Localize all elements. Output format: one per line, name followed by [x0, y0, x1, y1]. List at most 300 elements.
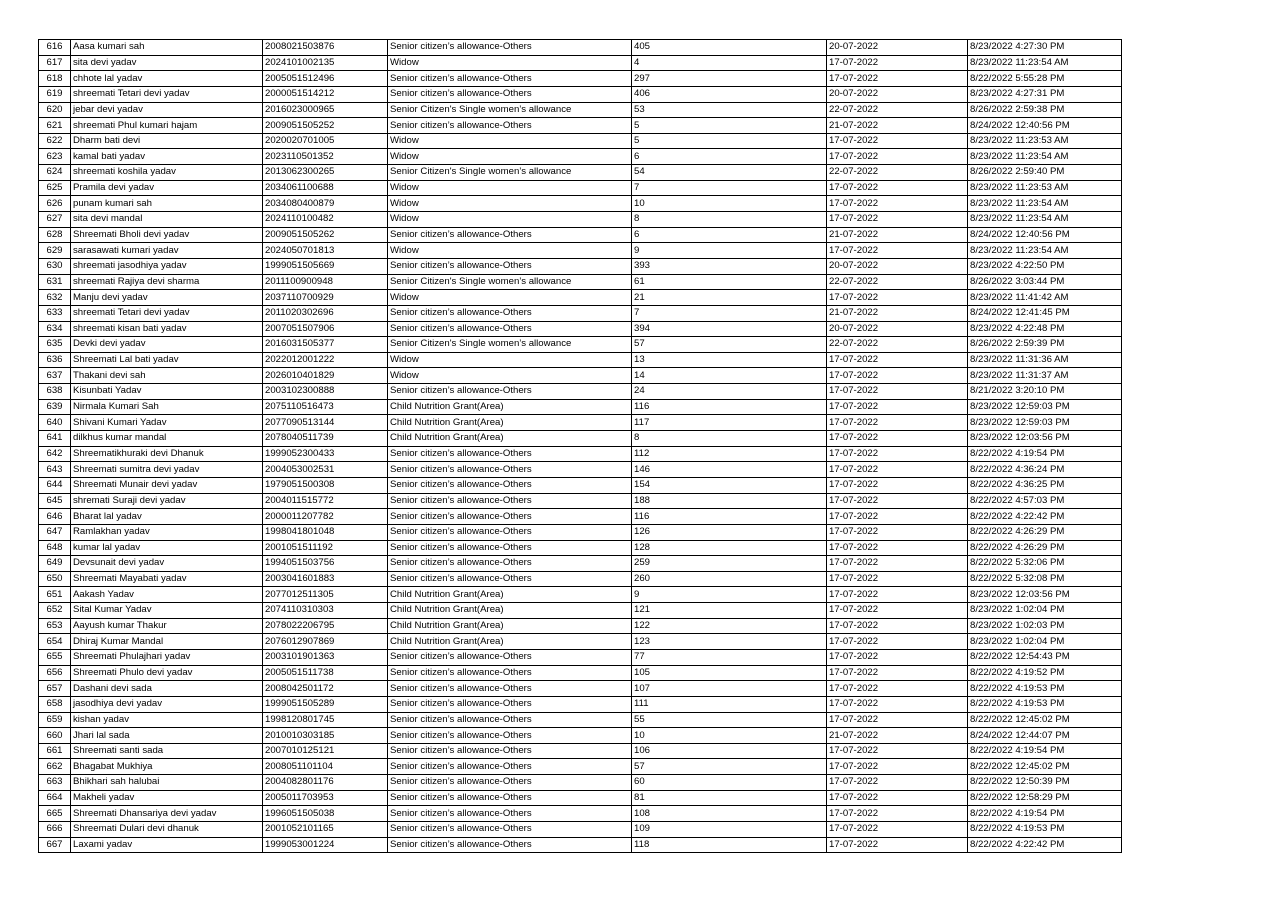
- timestamp-cell: 8/23/2022 11:23:53 AM: [968, 133, 1122, 149]
- table-row: [39, 227, 1122, 243]
- timestamp-cell: 8/22/2022 4:19:54 PM: [968, 743, 1122, 759]
- date-cell: 17-07-2022: [827, 603, 968, 619]
- name-cell: Makheli yadav: [71, 790, 263, 806]
- row-number-cell: 617: [39, 55, 71, 71]
- date-cell: 17-07-2022: [827, 587, 968, 603]
- name-cell: Shreemati Lal bati yadav: [71, 352, 263, 368]
- date-cell: 17-07-2022: [827, 149, 968, 165]
- table-row: [39, 462, 1122, 478]
- timestamp-cell: 8/22/2022 4:19:53 PM: [968, 696, 1122, 712]
- timestamp-cell: 8/22/2022 5:55:28 PM: [968, 71, 1122, 87]
- table-row: [39, 806, 1122, 822]
- id-number-cell: 2013062300265: [263, 165, 388, 181]
- date-cell: 17-07-2022: [827, 634, 968, 650]
- row-number-cell: 639: [39, 399, 71, 415]
- count-cell: 405: [632, 40, 827, 56]
- count-cell: 21: [632, 290, 827, 306]
- table-row: [39, 352, 1122, 368]
- name-cell: shremati Suraji devi yadav: [71, 493, 263, 509]
- date-cell: 17-07-2022: [827, 212, 968, 228]
- id-number-cell: 1979051500308: [263, 477, 388, 493]
- timestamp-cell: 8/23/2022 11:23:54 AM: [968, 196, 1122, 212]
- id-number-cell: 2003102300888: [263, 384, 388, 400]
- allowance-type-cell: Child Nutrition Grant(Area): [388, 431, 632, 447]
- allowance-type-cell: Child Nutrition Grant(Area): [388, 603, 632, 619]
- count-cell: 109: [632, 822, 827, 838]
- row-number-cell: 623: [39, 149, 71, 165]
- row-number-cell: 649: [39, 556, 71, 572]
- row-number-cell: 637: [39, 368, 71, 384]
- date-cell: 17-07-2022: [827, 243, 968, 259]
- allowance-type-cell: Senior citizen’s allowance-Others: [388, 728, 632, 744]
- row-number-cell: 660: [39, 728, 71, 744]
- date-cell: 21-07-2022: [827, 305, 968, 321]
- name-cell: shreemati Phul kumari hajam: [71, 118, 263, 134]
- name-cell: Nirmala Kumari Sah: [71, 399, 263, 415]
- row-number-cell: 641: [39, 431, 71, 447]
- id-number-cell: 2024101002135: [263, 55, 388, 71]
- count-cell: 116: [632, 399, 827, 415]
- count-cell: 60: [632, 775, 827, 791]
- timestamp-cell: 8/22/2022 4:19:54 PM: [968, 806, 1122, 822]
- table-row: [39, 212, 1122, 228]
- count-cell: 10: [632, 728, 827, 744]
- timestamp-cell: 8/23/2022 4:27:30 PM: [968, 40, 1122, 56]
- timestamp-cell: 8/22/2022 4:36:24 PM: [968, 462, 1122, 478]
- id-number-cell: 2005051512496: [263, 71, 388, 87]
- timestamp-cell: 8/22/2022 5:32:08 PM: [968, 571, 1122, 587]
- row-number-cell: 630: [39, 258, 71, 274]
- allowance-type-cell: Senior citizen’s allowance-Others: [388, 71, 632, 87]
- allowance-type-cell: Senior citizen’s allowance-Others: [388, 118, 632, 134]
- allowance-type-cell: Senior citizen’s allowance-Others: [388, 556, 632, 572]
- date-cell: 22-07-2022: [827, 165, 968, 181]
- count-cell: 7: [632, 180, 827, 196]
- id-number-cell: 2076012907869: [263, 634, 388, 650]
- id-number-cell: 2005051511738: [263, 665, 388, 681]
- count-cell: 126: [632, 524, 827, 540]
- timestamp-cell: 8/22/2022 4:19:54 PM: [968, 446, 1122, 462]
- timestamp-cell: 8/23/2022 11:31:36 AM: [968, 352, 1122, 368]
- allowance-type-cell: Senior citizen’s allowance-Others: [388, 540, 632, 556]
- date-cell: 17-07-2022: [827, 384, 968, 400]
- name-cell: Thakani devi sah: [71, 368, 263, 384]
- count-cell: 54: [632, 165, 827, 181]
- date-cell: 22-07-2022: [827, 274, 968, 290]
- id-number-cell: 2024050701813: [263, 243, 388, 259]
- row-number-cell: 640: [39, 415, 71, 431]
- row-number-cell: 654: [39, 634, 71, 650]
- table-row: [39, 118, 1122, 134]
- row-number-cell: 633: [39, 305, 71, 321]
- date-cell: 17-07-2022: [827, 775, 968, 791]
- row-number-cell: 658: [39, 696, 71, 712]
- row-number-cell: 650: [39, 571, 71, 587]
- table-row: [39, 305, 1122, 321]
- allowance-type-cell: Senior citizen’s allowance-Others: [388, 509, 632, 525]
- timestamp-cell: 8/24/2022 12:40:56 PM: [968, 227, 1122, 243]
- allowance-type-cell: Senior citizen’s allowance-Others: [388, 571, 632, 587]
- allowance-type-cell: Child Nutrition Grant(Area): [388, 415, 632, 431]
- date-cell: 17-07-2022: [827, 806, 968, 822]
- count-cell: 121: [632, 603, 827, 619]
- timestamp-cell: 8/22/2022 4:36:25 PM: [968, 477, 1122, 493]
- id-number-cell: 2007051507906: [263, 321, 388, 337]
- timestamp-cell: 8/26/2022 2:59:39 PM: [968, 337, 1122, 353]
- table-row: [39, 712, 1122, 728]
- count-cell: 8: [632, 212, 827, 228]
- allowance-type-cell: Senior citizen’s allowance-Others: [388, 743, 632, 759]
- date-cell: 17-07-2022: [827, 352, 968, 368]
- count-cell: 297: [632, 71, 827, 87]
- timestamp-cell: 8/22/2022 4:22:42 PM: [968, 509, 1122, 525]
- count-cell: 13: [632, 352, 827, 368]
- date-cell: 17-07-2022: [827, 368, 968, 384]
- id-number-cell: 2004082801176: [263, 775, 388, 791]
- timestamp-cell: 8/23/2022 4:27:31 PM: [968, 86, 1122, 102]
- count-cell: 116: [632, 509, 827, 525]
- allowance-type-cell: Senior citizen’s allowance-Others: [388, 305, 632, 321]
- allowance-type-cell: Widow: [388, 243, 632, 259]
- date-cell: 17-07-2022: [827, 133, 968, 149]
- name-cell: Sital Kumar Yadav: [71, 603, 263, 619]
- date-cell: 17-07-2022: [827, 55, 968, 71]
- timestamp-cell: 8/23/2022 12:03:56 PM: [968, 431, 1122, 447]
- count-cell: 128: [632, 540, 827, 556]
- name-cell: Kisunbati Yadav: [71, 384, 263, 400]
- row-number-cell: 636: [39, 352, 71, 368]
- date-cell: 20-07-2022: [827, 321, 968, 337]
- allowance-type-cell: Widow: [388, 180, 632, 196]
- row-number-cell: 616: [39, 40, 71, 56]
- table-row: [39, 40, 1122, 56]
- id-number-cell: 2020020701005: [263, 133, 388, 149]
- timestamp-cell: 8/24/2022 12:44:07 PM: [968, 728, 1122, 744]
- timestamp-cell: 8/23/2022 11:41:42 AM: [968, 290, 1122, 306]
- row-number-cell: 634: [39, 321, 71, 337]
- name-cell: Bharat lal yadav: [71, 509, 263, 525]
- records-table: [38, 39, 1122, 853]
- id-number-cell: 2000011207782: [263, 509, 388, 525]
- allowance-type-cell: Senior citizen’s allowance-Others: [388, 665, 632, 681]
- row-number-cell: 619: [39, 86, 71, 102]
- date-cell: 17-07-2022: [827, 399, 968, 415]
- name-cell: sita devi mandal: [71, 212, 263, 228]
- count-cell: 4: [632, 55, 827, 71]
- date-cell: 21-07-2022: [827, 118, 968, 134]
- id-number-cell: 2003041601883: [263, 571, 388, 587]
- row-number-cell: 629: [39, 243, 71, 259]
- count-cell: 394: [632, 321, 827, 337]
- row-number-cell: 645: [39, 493, 71, 509]
- table-row: [39, 243, 1122, 259]
- timestamp-cell: 8/22/2022 4:22:42 PM: [968, 837, 1122, 853]
- table-row: [39, 603, 1122, 619]
- table-row: [39, 399, 1122, 415]
- timestamp-cell: 8/23/2022 4:22:48 PM: [968, 321, 1122, 337]
- count-cell: 259: [632, 556, 827, 572]
- name-cell: Aasa kumari sah: [71, 40, 263, 56]
- row-number-cell: 657: [39, 681, 71, 697]
- date-cell: 17-07-2022: [827, 477, 968, 493]
- table-row: [39, 368, 1122, 384]
- name-cell: Devki devi yadav: [71, 337, 263, 353]
- count-cell: 57: [632, 337, 827, 353]
- count-cell: 24: [632, 384, 827, 400]
- timestamp-cell: 8/22/2022 12:50:39 PM: [968, 775, 1122, 791]
- table-row: [39, 165, 1122, 181]
- name-cell: Shreemati Munair devi yadav: [71, 477, 263, 493]
- row-number-cell: 661: [39, 743, 71, 759]
- name-cell: Aakash Yadav: [71, 587, 263, 603]
- count-cell: 8: [632, 431, 827, 447]
- count-cell: 7: [632, 305, 827, 321]
- count-cell: 9: [632, 587, 827, 603]
- table-row: [39, 55, 1122, 71]
- table-row: [39, 71, 1122, 87]
- id-number-cell: 2009051505252: [263, 118, 388, 134]
- table-row: [39, 493, 1122, 509]
- count-cell: 154: [632, 477, 827, 493]
- allowance-type-cell: Senior citizen’s allowance-Others: [388, 86, 632, 102]
- id-number-cell: 2074110310303: [263, 603, 388, 619]
- allowance-type-cell: Senior citizen’s allowance-Others: [388, 837, 632, 853]
- count-cell: 9: [632, 243, 827, 259]
- row-number-cell: 635: [39, 337, 71, 353]
- id-number-cell: 1996051505038: [263, 806, 388, 822]
- table-row: [39, 415, 1122, 431]
- table-row: [39, 837, 1122, 853]
- table-row: [39, 759, 1122, 775]
- date-cell: 17-07-2022: [827, 540, 968, 556]
- timestamp-cell: 8/23/2022 11:23:54 AM: [968, 55, 1122, 71]
- allowance-type-cell: Widow: [388, 196, 632, 212]
- id-number-cell: 2023110501352: [263, 149, 388, 165]
- table-row: [39, 102, 1122, 118]
- timestamp-cell: 8/24/2022 12:41:45 PM: [968, 305, 1122, 321]
- count-cell: 57: [632, 759, 827, 775]
- table-row: [39, 571, 1122, 587]
- count-cell: 6: [632, 149, 827, 165]
- table-row: [39, 446, 1122, 462]
- name-cell: sita devi yadav: [71, 55, 263, 71]
- timestamp-cell: 8/23/2022 12:59:03 PM: [968, 415, 1122, 431]
- table-row: [39, 258, 1122, 274]
- table-row: [39, 274, 1122, 290]
- count-cell: 108: [632, 806, 827, 822]
- name-cell: shreemati koshila yadav: [71, 165, 263, 181]
- id-number-cell: 2016031505377: [263, 337, 388, 353]
- name-cell: Shreemati Dhansariya devi yadav: [71, 806, 263, 822]
- records-table-body: [39, 40, 1122, 853]
- id-number-cell: 2001051511192: [263, 540, 388, 556]
- name-cell: Dharm bati devi: [71, 133, 263, 149]
- name-cell: punam kumari sah: [71, 196, 263, 212]
- timestamp-cell: 8/22/2022 5:32:06 PM: [968, 556, 1122, 572]
- allowance-type-cell: Senior citizen’s allowance-Others: [388, 446, 632, 462]
- row-number-cell: 646: [39, 509, 71, 525]
- allowance-type-cell: Senior Citizen's Single women’s allowance: [388, 102, 632, 118]
- allowance-type-cell: Senior citizen’s allowance-Others: [388, 384, 632, 400]
- allowance-type-cell: Senior citizen’s allowance-Others: [388, 790, 632, 806]
- date-cell: 21-07-2022: [827, 227, 968, 243]
- count-cell: 188: [632, 493, 827, 509]
- allowance-type-cell: Senior citizen’s allowance-Others: [388, 493, 632, 509]
- date-cell: 17-07-2022: [827, 446, 968, 462]
- timestamp-cell: 8/22/2022 4:26:29 PM: [968, 524, 1122, 540]
- timestamp-cell: 8/23/2022 11:23:54 AM: [968, 212, 1122, 228]
- name-cell: shreemati Tetari devi yadav: [71, 305, 263, 321]
- table-row: [39, 743, 1122, 759]
- id-number-cell: 2011020302696: [263, 305, 388, 321]
- allowance-type-cell: Widow: [388, 290, 632, 306]
- timestamp-cell: 8/23/2022 11:31:37 AM: [968, 368, 1122, 384]
- name-cell: Shivani Kumari Yadav: [71, 415, 263, 431]
- date-cell: 20-07-2022: [827, 40, 968, 56]
- table-row: [39, 649, 1122, 665]
- allowance-type-cell: Child Nutrition Grant(Area): [388, 634, 632, 650]
- timestamp-cell: 8/23/2022 1:02:04 PM: [968, 603, 1122, 619]
- date-cell: 20-07-2022: [827, 86, 968, 102]
- timestamp-cell: 8/23/2022 1:02:04 PM: [968, 634, 1122, 650]
- date-cell: 17-07-2022: [827, 71, 968, 87]
- count-cell: 61: [632, 274, 827, 290]
- row-number-cell: 647: [39, 524, 71, 540]
- allowance-type-cell: Senior Citizen's Single women’s allowance: [388, 165, 632, 181]
- row-number-cell: 628: [39, 227, 71, 243]
- name-cell: kamal bati yadav: [71, 149, 263, 165]
- name-cell: kumar lal yadav: [71, 540, 263, 556]
- date-cell: 21-07-2022: [827, 728, 968, 744]
- id-number-cell: 2004053002531: [263, 462, 388, 478]
- table-row: [39, 822, 1122, 838]
- count-cell: 5: [632, 118, 827, 134]
- timestamp-cell: 8/22/2022 12:54:43 PM: [968, 649, 1122, 665]
- table-row: [39, 477, 1122, 493]
- id-number-cell: 1999053001224: [263, 837, 388, 853]
- name-cell: shreemati Tetari devi yadav: [71, 86, 263, 102]
- id-number-cell: 2026010401829: [263, 368, 388, 384]
- name-cell: shreemati kisan bati yadav: [71, 321, 263, 337]
- date-cell: 17-07-2022: [827, 180, 968, 196]
- allowance-type-cell: Senior citizen’s allowance-Others: [388, 462, 632, 478]
- timestamp-cell: 8/23/2022 11:23:53 AM: [968, 180, 1122, 196]
- id-number-cell: 2003101901363: [263, 649, 388, 665]
- id-number-cell: 2007010125121: [263, 743, 388, 759]
- timestamp-cell: 8/22/2022 4:19:53 PM: [968, 681, 1122, 697]
- table-row: [39, 290, 1122, 306]
- count-cell: 117: [632, 415, 827, 431]
- count-cell: 10: [632, 196, 827, 212]
- name-cell: Shreemati Phulo devi yadav: [71, 665, 263, 681]
- table-row: [39, 133, 1122, 149]
- row-number-cell: 621: [39, 118, 71, 134]
- timestamp-cell: 8/23/2022 12:03:56 PM: [968, 587, 1122, 603]
- name-cell: jasodhiya devi yadav: [71, 696, 263, 712]
- allowance-type-cell: Senior citizen’s allowance-Others: [388, 759, 632, 775]
- row-number-cell: 626: [39, 196, 71, 212]
- table-row: [39, 431, 1122, 447]
- id-number-cell: 2001052101165: [263, 822, 388, 838]
- table-row: [39, 86, 1122, 102]
- table-row: [39, 696, 1122, 712]
- timestamp-cell: 8/22/2022 12:45:02 PM: [968, 759, 1122, 775]
- count-cell: 77: [632, 649, 827, 665]
- table-row: [39, 540, 1122, 556]
- allowance-type-cell: Senior citizen’s allowance-Others: [388, 696, 632, 712]
- row-number-cell: 625: [39, 180, 71, 196]
- allowance-type-cell: Widow: [388, 212, 632, 228]
- row-number-cell: 652: [39, 603, 71, 619]
- id-number-cell: 2077012511305: [263, 587, 388, 603]
- timestamp-cell: 8/22/2022 12:58:29 PM: [968, 790, 1122, 806]
- row-number-cell: 665: [39, 806, 71, 822]
- count-cell: 260: [632, 571, 827, 587]
- allowance-type-cell: Widow: [388, 149, 632, 165]
- date-cell: 17-07-2022: [827, 196, 968, 212]
- count-cell: 14: [632, 368, 827, 384]
- count-cell: 122: [632, 618, 827, 634]
- date-cell: 17-07-2022: [827, 712, 968, 728]
- name-cell: Bhikhari sah halubai: [71, 775, 263, 791]
- date-cell: 20-07-2022: [827, 258, 968, 274]
- id-number-cell: 2000051514212: [263, 86, 388, 102]
- count-cell: 393: [632, 258, 827, 274]
- allowance-type-cell: Widow: [388, 368, 632, 384]
- table-row: [39, 196, 1122, 212]
- row-number-cell: 664: [39, 790, 71, 806]
- row-number-cell: 642: [39, 446, 71, 462]
- name-cell: kishan yadav: [71, 712, 263, 728]
- table-row: [39, 681, 1122, 697]
- table-row: [39, 634, 1122, 650]
- id-number-cell: 2034080400879: [263, 196, 388, 212]
- name-cell: Shreemati Mayabati yadav: [71, 571, 263, 587]
- allowance-type-cell: Senior Citizen's Single women’s allowance: [388, 274, 632, 290]
- allowance-type-cell: Widow: [388, 352, 632, 368]
- name-cell: jebar devi yadav: [71, 102, 263, 118]
- name-cell: chhote lal yadav: [71, 71, 263, 87]
- row-number-cell: 667: [39, 837, 71, 853]
- id-number-cell: 2008021503876: [263, 40, 388, 56]
- allowance-type-cell: Child Nutrition Grant(Area): [388, 587, 632, 603]
- row-number-cell: 620: [39, 102, 71, 118]
- row-number-cell: 666: [39, 822, 71, 838]
- name-cell: Devsunait devi yadav: [71, 556, 263, 572]
- timestamp-cell: 8/26/2022 3:03:44 PM: [968, 274, 1122, 290]
- row-number-cell: 618: [39, 71, 71, 87]
- allowance-type-cell: Senior citizen’s allowance-Others: [388, 775, 632, 791]
- name-cell: Bhagabat Mukhiya: [71, 759, 263, 775]
- date-cell: 17-07-2022: [827, 696, 968, 712]
- id-number-cell: 1999051505289: [263, 696, 388, 712]
- timestamp-cell: 8/24/2022 12:40:56 PM: [968, 118, 1122, 134]
- row-number-cell: 644: [39, 477, 71, 493]
- table-row: [39, 337, 1122, 353]
- date-cell: 17-07-2022: [827, 415, 968, 431]
- name-cell: Laxami yadav: [71, 837, 263, 853]
- allowance-type-cell: Widow: [388, 133, 632, 149]
- name-cell: Manju devi yadav: [71, 290, 263, 306]
- table-row: [39, 149, 1122, 165]
- allowance-type-cell: Senior citizen’s allowance-Others: [388, 681, 632, 697]
- id-number-cell: 2037110700929: [263, 290, 388, 306]
- row-number-cell: 659: [39, 712, 71, 728]
- count-cell: 112: [632, 446, 827, 462]
- date-cell: 17-07-2022: [827, 431, 968, 447]
- table-row: [39, 587, 1122, 603]
- date-cell: 17-07-2022: [827, 743, 968, 759]
